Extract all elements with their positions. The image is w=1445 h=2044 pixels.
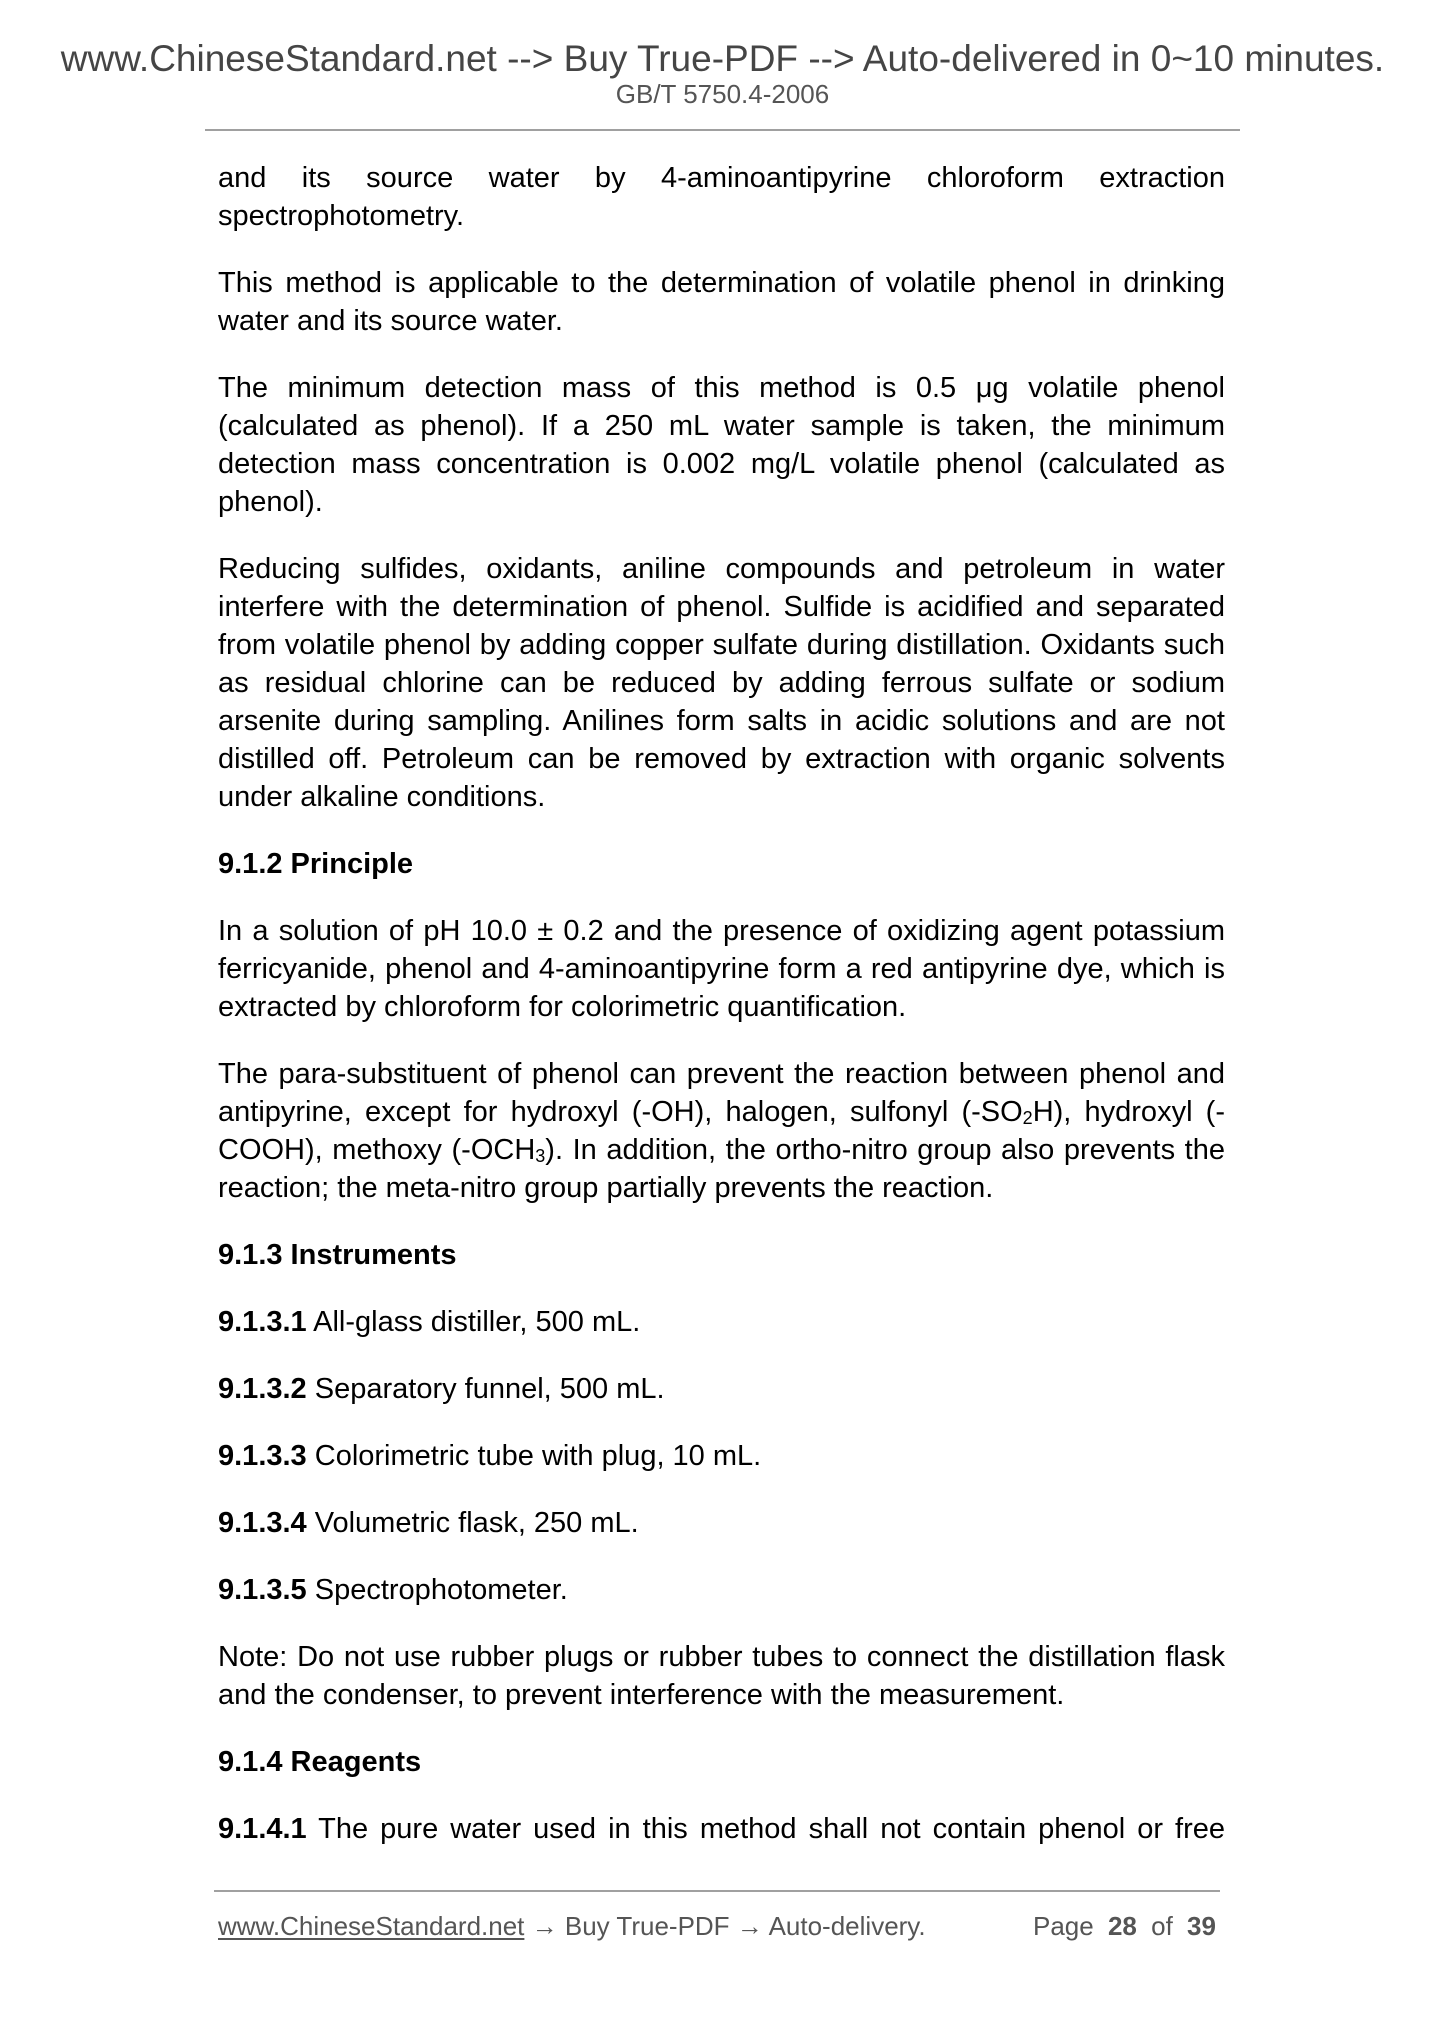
header-title: www.ChineseStandard.net --> Buy True-PDF --> Auto-delivered in 0~10 minutes. <box>60 38 1385 79</box>
text-line: distilled off. Petroleum can be removed by extraction with organic solvents <box>218 743 1225 775</box>
clause-number: 9.1.4.1 <box>218 1813 307 1845</box>
clause-number: 9.1.3.3 <box>218 1440 307 1472</box>
text-line: and the condenser, to prevent interference with the measurement. <box>218 1679 1065 1711</box>
clause-text: Colorimetric tube with plug, 10 mL. <box>306 1440 762 1472</box>
subscript: 3 <box>535 1146 546 1166</box>
section-heading-principle <box>218 845 1225 883</box>
clause-text: Volumetric flask, 250 mL. <box>306 1507 639 1539</box>
footer-promo <box>218 1911 926 1941</box>
text-line: and its source water by 4-aminoantipyrine chloroform extraction <box>218 162 1225 194</box>
text-line: detection mass concentration is 0.002 mg/L volatile phenol (calculated as <box>218 448 1225 480</box>
instrument-item <box>218 1571 1225 1609</box>
standard-code: GB/T 5750.4-2006 <box>615 79 830 109</box>
heading-text: 9.1.4 Reagents <box>218 1746 422 1778</box>
text-line: reaction; the meta-nitro group partially prevents the reaction. <box>218 1172 994 1204</box>
paragraph-para-substituent <box>218 1055 1225 1207</box>
text-line: arsenite during sampling. Anilines form salts in acidic solutions and are not <box>218 705 1225 737</box>
text-line <box>218 1810 1225 1848</box>
text-line: from volatile phenol by adding copper sulfate during distillation. Oxidants such <box>218 629 1225 661</box>
section-heading-instruments <box>218 1236 1225 1274</box>
text-line <box>218 1437 1225 1475</box>
instruments-note <box>218 1638 1225 1714</box>
text-segment: antipyrine, except for hydroxyl (-OH), halogen, sulfonyl (-SO <box>218 1096 1023 1128</box>
page-of-label: of <box>1151 1911 1173 1941</box>
subscript: 2 <box>1022 1108 1033 1128</box>
paragraph-interferences <box>218 550 1225 816</box>
text-segment: COOH), methoxy (-OCH <box>218 1134 536 1166</box>
text-line <box>218 1303 1225 1341</box>
current-page: 28 <box>1107 1911 1137 1941</box>
text-line: This method is applicable to the determination of volatile phenol in drinking <box>218 267 1225 299</box>
header-divider <box>205 129 1240 131</box>
instrument-item <box>218 1370 1225 1408</box>
clause-number: 9.1.3.1 <box>218 1306 307 1338</box>
website-link[interactable]: www.ChineseStandard.net <box>218 1911 525 1941</box>
instrument-item <box>218 1437 1225 1475</box>
paragraph-principle <box>218 912 1225 1026</box>
text-line: Note: Do not use rubber plugs or rubber tubes to connect the distillation flask <box>218 1641 1225 1673</box>
section-heading-reagents <box>218 1743 1225 1781</box>
text-line: The para-substituent of phenol can prevent the reaction between phenol and <box>218 1058 1225 1090</box>
page-indicator <box>1033 1911 1216 1941</box>
total-pages: 39 <box>1187 1911 1216 1941</box>
text-line <box>218 1093 1225 1131</box>
instrument-item <box>218 1504 1225 1542</box>
text-line: ferricyanide, phenol and 4-aminoantipyrine form a red antipyrine dye, which is <box>218 953 1225 985</box>
clause-text: Spectrophotometer. <box>306 1574 568 1606</box>
text-line <box>218 1370 1225 1408</box>
clause-number: 9.1.3.2 <box>218 1373 307 1405</box>
text-line <box>218 1131 1225 1169</box>
clause-number: 9.1.3.5 <box>218 1574 307 1606</box>
text-line <box>218 1571 1225 1609</box>
footer-divider <box>214 1890 1220 1892</box>
instrument-item <box>218 1303 1225 1341</box>
text-line: phenol). <box>218 486 323 518</box>
heading-text: 9.1.3 Instruments <box>218 1239 457 1271</box>
text-line <box>218 1504 1225 1542</box>
text-segment: H), hydroxyl (- <box>1032 1096 1225 1128</box>
text-line: The minimum detection mass of this method is 0.5 μg volatile phenol <box>218 372 1225 404</box>
text-line: as residual chlorine can be reduced by adding ferrous sulfate or sodium <box>218 667 1225 699</box>
text-line: Reducing sulfides, oxidants, aniline compounds and petroleum in water <box>218 553 1225 585</box>
page-label: Page <box>1033 1911 1094 1941</box>
heading-text: 9.1.2 Principle <box>218 848 414 880</box>
document-body <box>218 159 1225 1877</box>
paragraph-applicability <box>218 264 1225 340</box>
clause-text: All-glass distiller, 500 mL. <box>306 1306 641 1338</box>
clause-text: The pure water used in this method shall not contain phenol or free <box>306 1813 1225 1845</box>
text-line: In a solution of pH 10.0 ± 0.2 and the presence of oxidizing agent potassium <box>218 915 1225 947</box>
text-line: extracted by chloroform for colorimetric quantification. <box>218 991 907 1023</box>
paragraph-scope-continuation <box>218 159 1225 235</box>
text-line: (calculated as phenol). If a 250 mL water sample is taken, the minimum <box>218 410 1225 442</box>
text-line: interfere with the determination of phenol. Sulfide is acidified and separated <box>218 591 1225 623</box>
text-line: water and its source water. <box>218 305 563 337</box>
text-line: under alkaline conditions. <box>218 781 546 813</box>
text-segment: ). In addition, the ortho-nitro group also prevents the <box>545 1134 1225 1166</box>
clause-text: Separatory funnel, 500 mL. <box>306 1373 665 1405</box>
footer-tagline: → Buy True-PDF → Auto-delivery. <box>524 1911 926 1941</box>
text-line: spectrophotometry. <box>218 200 465 232</box>
clause-number: 9.1.3.4 <box>218 1507 307 1539</box>
reagent-item <box>218 1810 1225 1848</box>
paragraph-detection-limit <box>218 369 1225 521</box>
